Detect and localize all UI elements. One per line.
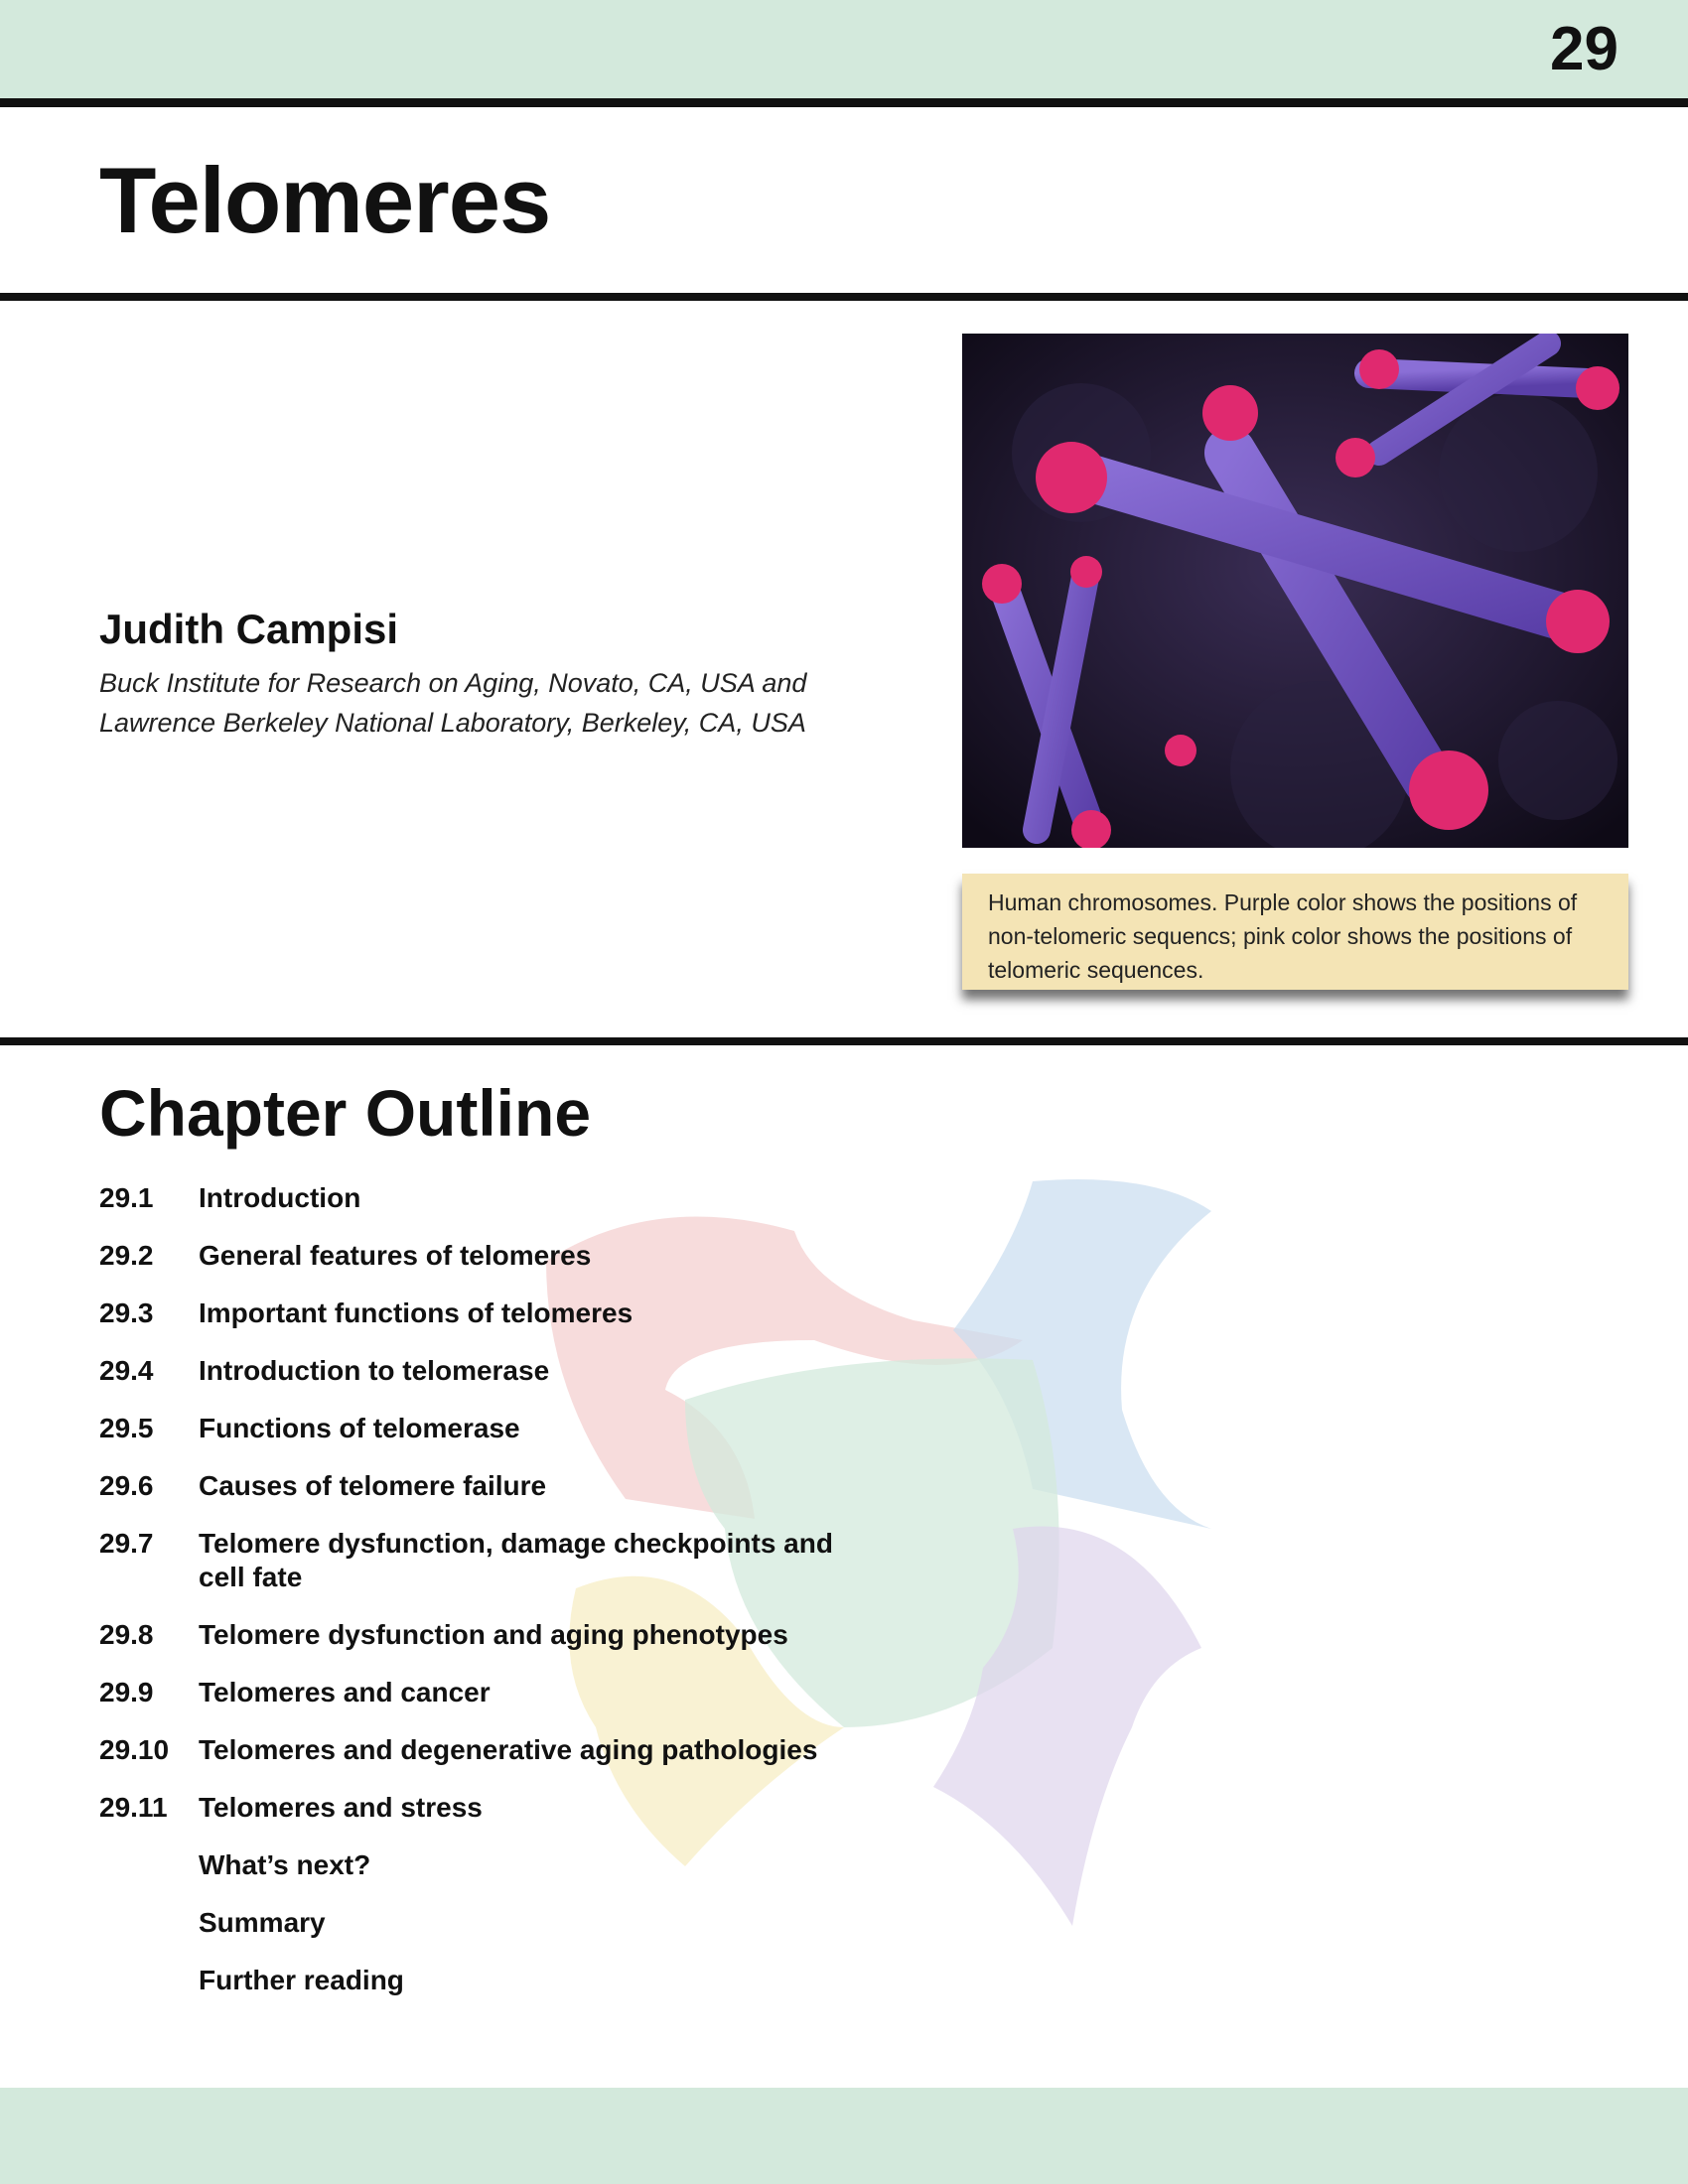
title-rule (0, 293, 1688, 301)
outline-item[interactable] (99, 1469, 894, 1503)
outline-label: General features of telomeres (199, 1240, 592, 1271)
author-affiliation: Buck Institute for Research on Aging, Novato, CA, USA and (99, 668, 807, 698)
outline-item[interactable] (99, 1412, 894, 1445)
chromosome-figure (962, 334, 1628, 848)
outline-item[interactable] (99, 1618, 894, 1652)
outline-label: Telomeres and cancer (199, 1677, 491, 1707)
outline-item[interactable] (99, 1791, 894, 1825)
outline-heading: Chapter Outline (99, 1076, 592, 1150)
header-rule (0, 98, 1688, 107)
outline-number: 29.5 (99, 1413, 154, 1443)
outline-label: What’s next? (199, 1849, 371, 1880)
outline-number: 29.11 (99, 1792, 168, 1823)
header-band (0, 0, 1688, 98)
outline-item[interactable] (99, 1527, 894, 1594)
outline-label: Telomeres and degenerative aging pathologies (199, 1734, 818, 1765)
outline-label: Causes of telomere failure (199, 1470, 547, 1501)
outline-item[interactable] (99, 1906, 894, 1940)
outline-number: 29.9 (99, 1677, 154, 1707)
outline-number: 29.3 (99, 1297, 154, 1328)
outline-label: Introduction (199, 1182, 361, 1213)
author-block (99, 606, 806, 743)
chromosome-illustration (962, 334, 1628, 848)
outline-item[interactable] (99, 1354, 894, 1388)
outline-number: 29.7 (99, 1528, 154, 1559)
outline-item[interactable] (99, 1733, 894, 1767)
outline-item[interactable] (99, 1676, 894, 1709)
outline-label: Introduction to telomerase (199, 1355, 550, 1386)
section-rule (0, 1037, 1688, 1045)
outline-number: 29.6 (99, 1470, 154, 1501)
figure-caption: Human chromosomes. Purple color shows the positions of non-telomeric sequencs; pink color shows the positions of telomeric sequences. (962, 874, 1628, 990)
author-name: Judith Campisi (99, 606, 399, 652)
outline-list (99, 1181, 894, 2021)
outline-number: 29.8 (99, 1619, 154, 1650)
outline-label: Further reading (199, 1965, 404, 1995)
outline-item[interactable] (99, 1848, 894, 1882)
outline-number: 29.1 (99, 1182, 154, 1213)
outline-item[interactable] (99, 1297, 894, 1330)
outline-item[interactable] (99, 1964, 894, 1997)
outline-item[interactable] (99, 1181, 894, 1215)
outline-number: 29.10 (99, 1734, 170, 1765)
outline-label: Telomere dysfunction, damage checkpoints and cell fate (199, 1528, 833, 1592)
outline-number: 29.2 (99, 1240, 154, 1271)
outline-label: Functions of telomerase (199, 1413, 520, 1443)
outline-label: Summary (199, 1907, 326, 1938)
outline-item[interactable] (99, 1239, 894, 1273)
author-affiliation: Lawrence Berkeley National Laboratory, Berkeley, CA, USA (99, 708, 806, 738)
outline-number: 29.4 (99, 1355, 154, 1386)
outline-label: Important functions of telomeres (199, 1297, 633, 1328)
chapter-number: 29 (1550, 15, 1618, 83)
outline-label: Telomeres and stress (199, 1792, 483, 1823)
chapter-title: Telomeres (99, 148, 551, 252)
outline-label: Telomere dysfunction and aging phenotypes (199, 1619, 788, 1650)
footer-band (0, 2088, 1688, 2184)
